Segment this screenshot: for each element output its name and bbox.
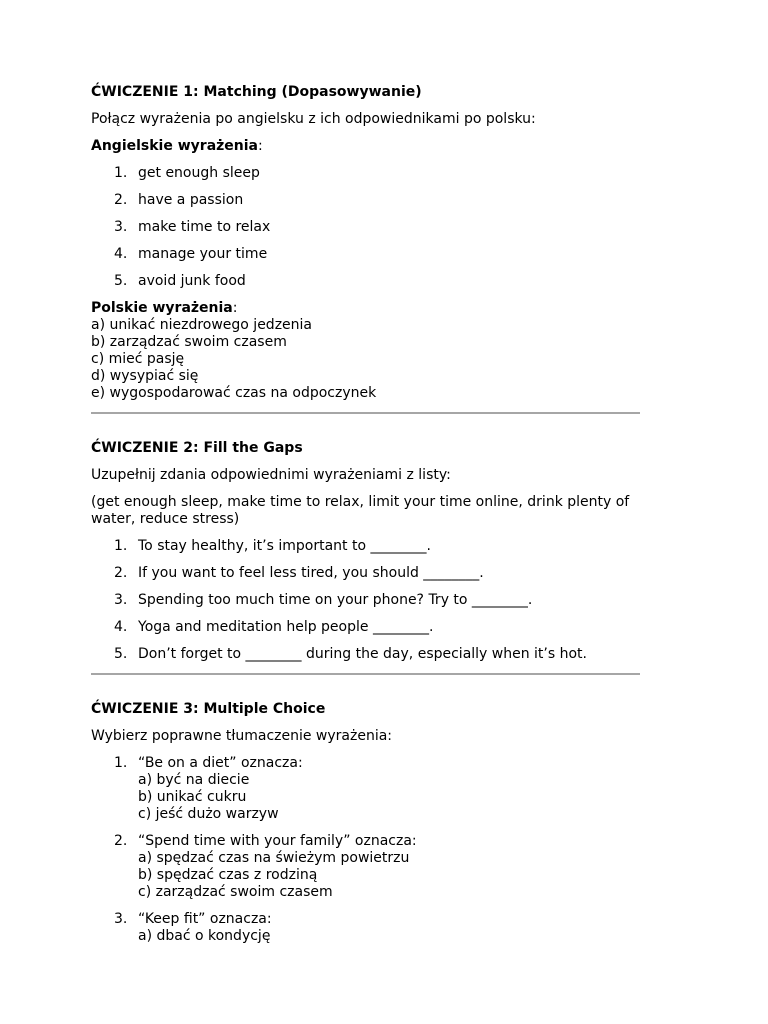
list-item-text: make time to relax [138, 219, 271, 235]
list-item-text: If you want to feel less tired, you should ________. [138, 565, 484, 581]
question-item: 2. “Spend time with your family” oznacza: a) spędzać czas na świeżym powietrzu b) spędzać czas z rodziną c) zarządzać swoim czasem [91, 833, 641, 901]
answer-option: a) spędzać czas na świeżym powietrzu [138, 850, 410, 866]
answer-option: c) zarządzać swoim czasem [138, 884, 333, 900]
answer-option: a) dbać o kondycję [138, 928, 271, 944]
exercise-2-instruction: Uzupełnij zdania odpowiednimi wyrażeniami z listy: [91, 467, 451, 483]
question-item: 3. “Keep fit” oznacza: a) dbać o kondycję [91, 911, 641, 945]
list-item-text: Spending too much time on your phone? Try to ________. [138, 592, 533, 608]
list-item: 4. manage your time [114, 246, 268, 262]
list-item: 5. avoid junk food [114, 273, 246, 289]
answer-option: b) spędzać czas z rodziną [138, 867, 318, 883]
gap-sentences [91, 538, 641, 663]
worksheet [91, 84, 641, 955]
divider [91, 412, 640, 414]
list-item-text: To stay healthy, it’s important to ________. [138, 538, 431, 554]
answer-option: c) jeść dużo warzyw [138, 806, 279, 822]
list-item-text: Yoga and meditation help people ________. [138, 619, 434, 635]
list-item-text: manage your time [138, 246, 268, 262]
answer-option: a) być na diecie [138, 772, 250, 788]
exercise-3-instruction: Wybierz poprawne tłumaczenie wyrażenia: [91, 728, 393, 744]
list-item: 1. get enough sleep [114, 165, 260, 181]
english-heading: Angielskie wyrażenia [91, 138, 258, 154]
question-text: “Keep fit” oznacza: [138, 911, 272, 927]
polish-item: a) unikać niezdrowego jedzenia [91, 317, 312, 333]
polish-item: c) mieć pasję [91, 351, 185, 367]
multiple-choice-list [91, 755, 641, 945]
exercise-2 [91, 440, 641, 663]
list-item-text: have a passion [138, 192, 244, 208]
word-list: (get enough sleep, make time to relax, limit your time online, drink plenty of water, reduce stress) [91, 494, 630, 527]
exercise-1-instruction: Połącz wyrażenia po angielsku z ich odpowiednikami po polsku: [91, 111, 536, 127]
polish-heading-line: Polskie wyrażenia: [91, 300, 238, 316]
list-item-text: avoid junk food [138, 273, 246, 289]
exercise-1-title: ĆWICZENIE 1: Matching (Dopasowywanie) [91, 84, 422, 100]
divider [91, 673, 640, 675]
list-item: 3. make time to relax [114, 219, 271, 235]
answer-option: b) unikać cukru [138, 789, 247, 805]
question-text: “Be on a diet” oznacza: [138, 755, 303, 771]
english-heading-line: Angielskie wyrażenia: [91, 138, 263, 154]
list-item: 4. Yoga and meditation help people ________. [114, 619, 434, 635]
exercise-2-title: ĆWICZENIE 2: Fill the Gaps [91, 440, 303, 456]
polish-item: e) wygospodarować czas na odpoczynek [91, 385, 377, 401]
polish-item: b) zarządzać swoim czasem [91, 334, 287, 350]
list-item: 3. Spending too much time on your phone? Try to ________. [114, 592, 533, 608]
question-item: 1. “Be on a diet” oznacza: a) być na diecie b) unikać cukru c) jeść dużo warzyw [91, 755, 641, 823]
exercise-3-title: ĆWICZENIE 3: Multiple Choice [91, 701, 326, 717]
exercise-1 [91, 84, 641, 402]
polish-item: d) wysypiać się [91, 368, 199, 384]
polish-heading: Polskie wyrażenia [91, 300, 233, 316]
list-item: 5. Don’t forget to ________ during the day, especially when it’s hot. [114, 646, 587, 662]
exercise-3 [91, 701, 641, 945]
list-item: 2. If you want to feel less tired, you should ________. [114, 565, 484, 581]
english-list [91, 165, 641, 290]
question-text: “Spend time with your family” oznacza: [138, 833, 417, 849]
list-item: 2. have a passion [114, 192, 244, 208]
list-item-text: get enough sleep [138, 165, 260, 181]
list-item-text: Don’t forget to ________ during the day, especially when it’s hot. [138, 646, 587, 662]
list-item: 1. To stay healthy, it’s important to ________. [114, 538, 431, 554]
